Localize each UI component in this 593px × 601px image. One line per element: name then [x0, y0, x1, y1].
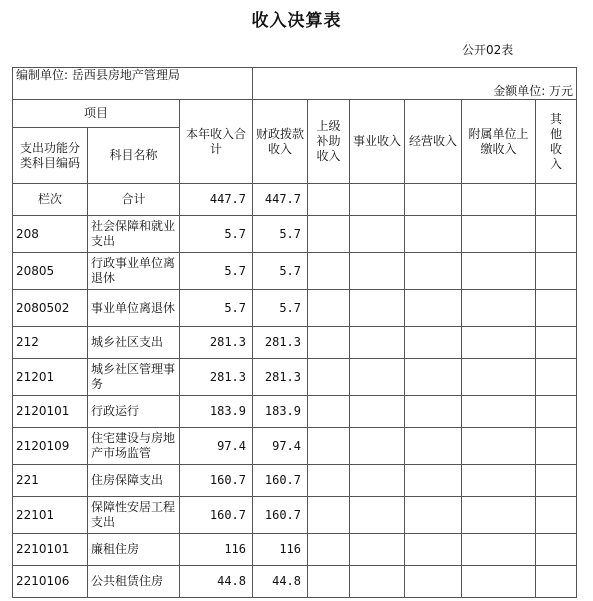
empty-cell	[462, 359, 536, 396]
table-row	[13, 216, 577, 253]
fiscal-income-cell: 5.7	[253, 290, 308, 327]
header-item: 项目	[13, 100, 180, 128]
code-cell: 2120101	[13, 396, 88, 428]
table-row	[13, 290, 577, 327]
header-other: 其他收入	[536, 100, 577, 184]
fiscal-income-cell: 5.7	[253, 216, 308, 253]
header-code: 支出功能分类科目编码	[13, 128, 88, 184]
empty-cell	[350, 465, 405, 497]
income-total-cell: 160.7	[180, 497, 253, 534]
empty-cell	[308, 359, 350, 396]
code-cell: 221	[13, 465, 88, 497]
header-affiliated: 附属单位上缴收入	[462, 100, 536, 184]
total-code: 栏次	[13, 184, 88, 216]
total-row	[13, 184, 577, 216]
header-current-income: 本年收入合计	[180, 100, 253, 184]
empty-cell	[405, 566, 462, 598]
income-total-cell: 116	[180, 534, 253, 566]
empty-cell	[405, 290, 462, 327]
subject-name-cell: 廉租住房	[88, 534, 180, 566]
empty-cell	[536, 534, 577, 566]
empty-cell	[308, 253, 350, 290]
empty-cell	[308, 216, 350, 253]
empty-cell	[308, 566, 350, 598]
empty-cell	[536, 497, 577, 534]
subject-name-cell: 住房保障支出	[88, 465, 180, 497]
header-business: 事业收入	[350, 100, 405, 184]
code-cell: 2210101	[13, 534, 88, 566]
empty-cell	[536, 465, 577, 497]
fiscal-income-cell: 97.4	[253, 428, 308, 465]
total-name: 合计	[88, 184, 180, 216]
empty-cell	[405, 428, 462, 465]
empty-cell	[405, 497, 462, 534]
table-row	[13, 359, 577, 396]
empty-cell	[405, 396, 462, 428]
code-cell: 208	[13, 216, 88, 253]
empty-cell	[536, 396, 577, 428]
fiscal-income-cell: 281.3	[253, 359, 308, 396]
table-row	[13, 327, 577, 359]
empty-cell	[308, 327, 350, 359]
table-row	[13, 534, 577, 566]
empty-cell	[405, 534, 462, 566]
code-cell: 22101	[13, 497, 88, 534]
total-fiscal-value: 447.7	[253, 184, 308, 216]
empty-cell	[350, 396, 405, 428]
table-row	[13, 428, 577, 465]
empty-cell	[462, 216, 536, 253]
code-cell: 2120109	[13, 428, 88, 465]
subject-name-cell: 社会保障和就业支出	[88, 216, 180, 253]
page-title: 收入决算表	[251, 11, 342, 31]
income-total-cell: 44.8	[180, 566, 253, 598]
income-total-cell: 5.7	[180, 290, 253, 327]
empty-cell	[536, 566, 577, 598]
amount-unit: 金额单位: 万元	[253, 68, 577, 100]
empty-cell	[350, 534, 405, 566]
table-row	[13, 497, 577, 534]
empty-cell	[350, 497, 405, 534]
code-cell: 2210106	[13, 566, 88, 598]
subject-name-cell: 事业单位离退休	[88, 290, 180, 327]
code-cell: 21201	[13, 359, 88, 396]
fiscal-income-cell: 44.8	[253, 566, 308, 598]
empty-cell	[350, 216, 405, 253]
total-income-value: 447.7	[180, 184, 253, 216]
subject-name-cell: 行政运行	[88, 396, 180, 428]
income-table	[12, 67, 577, 598]
empty-cell	[350, 566, 405, 598]
fiscal-income-cell: 281.3	[253, 327, 308, 359]
empty-cell	[350, 253, 405, 290]
income-total-cell: 5.7	[180, 253, 253, 290]
header-row-1	[13, 100, 577, 128]
fiscal-income-cell: 116	[253, 534, 308, 566]
income-total-cell: 281.3	[180, 359, 253, 396]
empty-cell	[536, 359, 577, 396]
empty-cell	[536, 428, 577, 465]
subject-name-cell: 城乡社区管理事务	[88, 359, 180, 396]
subject-name-cell: 公共租赁住房	[88, 566, 180, 598]
empty-cell	[536, 216, 577, 253]
empty-cell	[308, 428, 350, 465]
fiscal-income-cell: 160.7	[253, 497, 308, 534]
empty-cell	[462, 465, 536, 497]
empty-cell	[462, 534, 536, 566]
empty-cell	[350, 359, 405, 396]
empty-cell	[308, 465, 350, 497]
empty-cell	[462, 396, 536, 428]
empty-cell	[536, 290, 577, 327]
subject-name-cell: 行政事业单位离退休	[88, 253, 180, 290]
table-code: 公开02表	[462, 43, 514, 57]
fiscal-income-cell: 5.7	[253, 253, 308, 290]
empty-cell	[308, 497, 350, 534]
meta-row	[13, 68, 577, 100]
code-cell: 2080502	[13, 290, 88, 327]
income-total-cell: 281.3	[180, 327, 253, 359]
empty-cell	[308, 290, 350, 327]
fiscal-income-cell: 160.7	[253, 465, 308, 497]
empty-cell	[405, 216, 462, 253]
empty-cell	[462, 253, 536, 290]
empty-cell	[536, 327, 577, 359]
subject-name-cell: 住宅建设与房地产市场监管	[88, 428, 180, 465]
empty-cell	[462, 497, 536, 534]
empty-cell	[308, 396, 350, 428]
table-row	[13, 566, 577, 598]
header-name: 科目名称	[88, 128, 180, 184]
empty-cell	[405, 253, 462, 290]
income-total-cell: 183.9	[180, 396, 253, 428]
header-higher-subsidy: 上级补助收入	[308, 100, 350, 184]
income-total-cell: 160.7	[180, 465, 253, 497]
code-cell: 20805	[13, 253, 88, 290]
empty-cell	[462, 566, 536, 598]
empty-cell	[405, 327, 462, 359]
table-row	[13, 465, 577, 497]
subject-name-cell: 保障性安居工程支出	[88, 497, 180, 534]
empty-cell	[536, 253, 577, 290]
table-body	[13, 216, 577, 598]
subject-name-cell: 城乡社区支出	[88, 327, 180, 359]
header-operating: 经营收入	[405, 100, 462, 184]
empty-cell	[308, 534, 350, 566]
empty-cell	[350, 428, 405, 465]
empty-cell	[462, 327, 536, 359]
income-total-cell: 5.7	[180, 216, 253, 253]
compiling-unit: 编制单位: 岳西县房地产管理局	[13, 68, 253, 100]
fiscal-income-cell: 183.9	[253, 396, 308, 428]
empty-cell	[405, 465, 462, 497]
table-row	[13, 253, 577, 290]
empty-cell	[350, 290, 405, 327]
empty-cell	[462, 428, 536, 465]
empty-cell	[350, 327, 405, 359]
empty-cell	[405, 359, 462, 396]
income-total-cell: 97.4	[180, 428, 253, 465]
table-row	[13, 396, 577, 428]
header-fiscal: 财政拨款收入	[253, 100, 308, 184]
empty-cell	[462, 290, 536, 327]
code-cell: 212	[13, 327, 88, 359]
